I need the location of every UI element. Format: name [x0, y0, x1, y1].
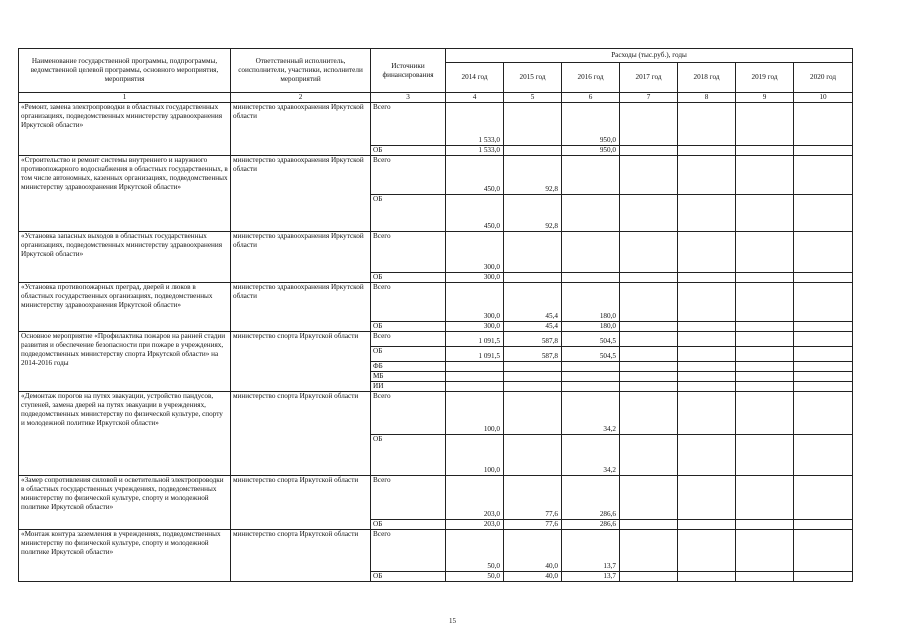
column-number: 5 [504, 93, 562, 103]
amount-cell [736, 520, 794, 530]
table-row [19, 476, 853, 520]
funding-source: Всего [371, 476, 446, 520]
funding-source: Всего [371, 530, 446, 572]
amount-cell: 504,5 [562, 347, 620, 362]
amount-cell [794, 156, 853, 195]
amount-cell [620, 435, 678, 476]
amount-cell: 100,0 [446, 392, 504, 435]
header-source: Источники финансирования [371, 49, 446, 93]
amount-cell [736, 530, 794, 572]
amount-cell: 450,0 [446, 156, 504, 195]
amount-cell: 13,7 [562, 530, 620, 572]
column-number: 8 [678, 93, 736, 103]
amount-cell [678, 362, 736, 372]
amount-cell [562, 372, 620, 382]
column-number: 9 [736, 93, 794, 103]
amount-cell [562, 232, 620, 273]
amount-cell: 450,0 [446, 195, 504, 232]
column-number: 2 [231, 93, 371, 103]
amount-cell [794, 572, 853, 582]
amount-cell [678, 372, 736, 382]
amount-cell: 45,4 [504, 322, 562, 332]
amount-cell [620, 232, 678, 273]
amount-cell: 50,0 [446, 530, 504, 572]
header-name: Наименование государственной программы, подпрограммы, ведомственной целевой программы, основного мероприятия, мероприятия [19, 49, 231, 93]
amount-cell [736, 382, 794, 392]
amount-cell [620, 156, 678, 195]
amount-cell: 180,0 [562, 322, 620, 332]
amount-cell [504, 273, 562, 283]
amount-cell: 203,0 [446, 520, 504, 530]
amount-cell [794, 372, 853, 382]
amount-cell: 92,8 [504, 156, 562, 195]
amount-cell: 1 091,5 [446, 332, 504, 347]
header-year: 2015 год [504, 63, 562, 93]
amount-cell [562, 382, 620, 392]
amount-cell: 50,0 [446, 572, 504, 582]
column-number: 1 [19, 93, 231, 103]
expenses-table [18, 48, 853, 582]
executor: министерство спорта Иркутской области [231, 332, 371, 392]
column-number: 7 [620, 93, 678, 103]
header-year: 2018 год [678, 63, 736, 93]
amount-cell [794, 362, 853, 372]
amount-cell [678, 572, 736, 582]
column-number: 10 [794, 93, 853, 103]
funding-source: ОБ [371, 347, 446, 362]
amount-cell [446, 372, 504, 382]
amount-cell [794, 146, 853, 156]
amount-cell [678, 382, 736, 392]
header-year: 2020 год [794, 63, 853, 93]
column-number: 3 [371, 93, 446, 103]
amount-cell [620, 283, 678, 322]
amount-cell: 92,8 [504, 195, 562, 232]
amount-cell [736, 156, 794, 195]
table-row [19, 156, 853, 195]
amount-cell: 300,0 [446, 232, 504, 273]
amount-cell [678, 283, 736, 322]
table-row [19, 232, 853, 273]
activity-name: «Установка противопожарных преград, дверей и люков в областных государственных организациях, подведомственных министерству здравоохранения Иркутской области» [19, 283, 231, 332]
amount-cell [678, 435, 736, 476]
executor: министерство здравоохранения Иркутской области [231, 232, 371, 283]
activity-name: «Установка запасных выходов в областных государственных организациях, подведомственных министерству здравоохранения Иркутской области» [19, 232, 231, 283]
amount-cell [620, 476, 678, 520]
amount-cell: 100,0 [446, 435, 504, 476]
activity-name: Основное мероприятие «Профилактика пожаров на ранней стадии развития и обеспечение безопасности при пожаре в учреждениях, подведомственных министерству спорта Иркутской области» на 2014-2016 годы [19, 332, 231, 392]
amount-cell [794, 322, 853, 332]
header-expenses: Расходы (тыс.руб.), годы [446, 49, 853, 63]
amount-cell: 950,0 [562, 146, 620, 156]
header-year: 2016 год [562, 63, 620, 93]
amount-cell: 950,0 [562, 103, 620, 146]
activity-name: «Замер сопротивления силовой и осветительной электропроводки в областных государственных учреждениях, подведомственных министерству по физической культуре, спорту и молодежной политике Иркутской области» [19, 476, 231, 530]
amount-cell [678, 322, 736, 332]
amount-cell: 45,4 [504, 283, 562, 322]
amount-cell [446, 362, 504, 372]
amount-cell [620, 392, 678, 435]
amount-cell [678, 347, 736, 362]
executor: министерство спорта Иркутской области [231, 476, 371, 530]
amount-cell [620, 273, 678, 283]
amount-cell [736, 392, 794, 435]
amount-cell [620, 195, 678, 232]
table-row [19, 103, 853, 146]
funding-source: Всего [371, 332, 446, 347]
amount-cell [794, 347, 853, 362]
amount-cell [794, 435, 853, 476]
amount-cell [504, 103, 562, 146]
amount-cell: 203,0 [446, 476, 504, 520]
table-row [19, 332, 853, 347]
page-number: 15 [449, 617, 456, 625]
amount-cell [794, 332, 853, 347]
amount-cell [678, 146, 736, 156]
amount-cell: 587,8 [504, 332, 562, 347]
amount-cell [736, 332, 794, 347]
amount-cell [504, 392, 562, 435]
amount-cell [620, 530, 678, 572]
funding-source: ОБ [371, 195, 446, 232]
funding-source: ОБ [371, 435, 446, 476]
funding-source: ОБ [371, 322, 446, 332]
amount-cell [678, 273, 736, 283]
amount-cell [620, 362, 678, 372]
amount-cell [678, 156, 736, 195]
amount-cell [620, 347, 678, 362]
amount-cell: 77,6 [504, 520, 562, 530]
amount-cell [620, 372, 678, 382]
amount-cell [620, 382, 678, 392]
amount-cell [736, 435, 794, 476]
amount-cell [794, 382, 853, 392]
amount-cell [736, 146, 794, 156]
amount-cell [504, 372, 562, 382]
amount-cell: 286,6 [562, 520, 620, 530]
amount-cell [620, 322, 678, 332]
amount-cell [736, 476, 794, 520]
table-row [19, 392, 853, 435]
activity-name: «Монтаж контура заземления в учреждениях, подведомственных министерству по физической культуре, спорту и молодежной политике Иркутской области» [19, 530, 231, 582]
amount-cell [736, 103, 794, 146]
amount-cell [678, 520, 736, 530]
amount-cell [504, 146, 562, 156]
funding-source: Всего [371, 156, 446, 195]
amount-cell [736, 273, 794, 283]
amount-cell: 300,0 [446, 273, 504, 283]
activity-name: «Строительство и ремонт системы внутреннего и наружного противопожарного водоснабжения в областных государственных, в том числе автономных, казенных организациях, подведомственных министерству здравоохранения Иркутской области» [19, 156, 231, 232]
amount-cell [620, 520, 678, 530]
amount-cell [794, 195, 853, 232]
amount-cell [794, 273, 853, 283]
funding-source: Всего [371, 392, 446, 435]
amount-cell: 504,5 [562, 332, 620, 347]
column-number: 4 [446, 93, 504, 103]
amount-cell: 77,6 [504, 476, 562, 520]
amount-cell [562, 195, 620, 232]
amount-cell [736, 572, 794, 582]
amount-cell [736, 232, 794, 273]
amount-cell [736, 322, 794, 332]
funding-source: ИИ [371, 382, 446, 392]
funding-source: Всего [371, 283, 446, 322]
amount-cell [504, 382, 562, 392]
amount-cell [562, 362, 620, 372]
amount-cell [794, 283, 853, 322]
executor: министерство здравоохранения Иркутской области [231, 156, 371, 232]
table-row [19, 530, 853, 572]
amount-cell: 13,7 [562, 572, 620, 582]
amount-cell [620, 146, 678, 156]
funding-source: Всего [371, 232, 446, 273]
amount-cell [794, 530, 853, 572]
header-year: 2019 год [736, 63, 794, 93]
amount-cell [794, 392, 853, 435]
amount-cell [736, 347, 794, 362]
amount-cell: 587,8 [504, 347, 562, 362]
amount-cell [794, 476, 853, 520]
executor: министерство спорта Иркутской области [231, 392, 371, 476]
amount-cell: 40,0 [504, 572, 562, 582]
header-year: 2014 год [446, 63, 504, 93]
amount-cell [504, 435, 562, 476]
amount-cell [504, 362, 562, 372]
amount-cell [678, 476, 736, 520]
amount-cell [562, 156, 620, 195]
column-number: 6 [562, 93, 620, 103]
amount-cell [446, 382, 504, 392]
amount-cell: 40,0 [504, 530, 562, 572]
amount-cell [620, 332, 678, 347]
activity-name: «Ремонт, замена электропроводки в областных государственных организациях, подведомственных министерству здравоохранения Иркутской области» [19, 103, 231, 156]
amount-cell [504, 232, 562, 273]
amount-cell [736, 362, 794, 372]
funding-source: ОБ [371, 146, 446, 156]
amount-cell [620, 572, 678, 582]
funding-source: Всего [371, 103, 446, 146]
amount-cell: 34,2 [562, 392, 620, 435]
amount-cell [736, 372, 794, 382]
executor: министерство здравоохранения Иркутской области [231, 283, 371, 332]
amount-cell [562, 273, 620, 283]
funding-source: ФБ [371, 362, 446, 372]
amount-cell: 1 533,0 [446, 103, 504, 146]
funding-source: ОБ [371, 520, 446, 530]
amount-cell: 34,2 [562, 435, 620, 476]
amount-cell [794, 103, 853, 146]
activity-name: «Демонтаж порогов на путях эвакуации, устройство пандусов, ступеней, замена дверей на путях эвакуации в учреждениях, подведомственных министерству по физической культуре, спорту и молодежной политике Иркутской области» [19, 392, 231, 476]
executor: министерство здравоохранения Иркутской области [231, 103, 371, 156]
column-number-row [19, 93, 853, 103]
table-row [19, 283, 853, 322]
amount-cell [678, 232, 736, 273]
amount-cell [736, 195, 794, 232]
funding-source: ОБ [371, 273, 446, 283]
amount-cell [736, 283, 794, 322]
funding-source: ОБ [371, 572, 446, 582]
amount-cell [794, 232, 853, 273]
amount-cell [678, 530, 736, 572]
amount-cell: 1 533,0 [446, 146, 504, 156]
funding-source: МБ [371, 372, 446, 382]
amount-cell [620, 103, 678, 146]
amount-cell: 286,6 [562, 476, 620, 520]
amount-cell: 300,0 [446, 322, 504, 332]
executor: министерство спорта Иркутской области [231, 530, 371, 582]
header-year: 2017 год [620, 63, 678, 93]
amount-cell [678, 392, 736, 435]
amount-cell [678, 103, 736, 146]
amount-cell [678, 332, 736, 347]
header-executor: Ответственный исполнитель, соисполнители, участники, исполнители мероприятий [231, 49, 371, 93]
amount-cell: 300,0 [446, 283, 504, 322]
amount-cell [678, 195, 736, 232]
amount-cell [794, 520, 853, 530]
amount-cell: 180,0 [562, 283, 620, 322]
amount-cell: 1 091,5 [446, 347, 504, 362]
